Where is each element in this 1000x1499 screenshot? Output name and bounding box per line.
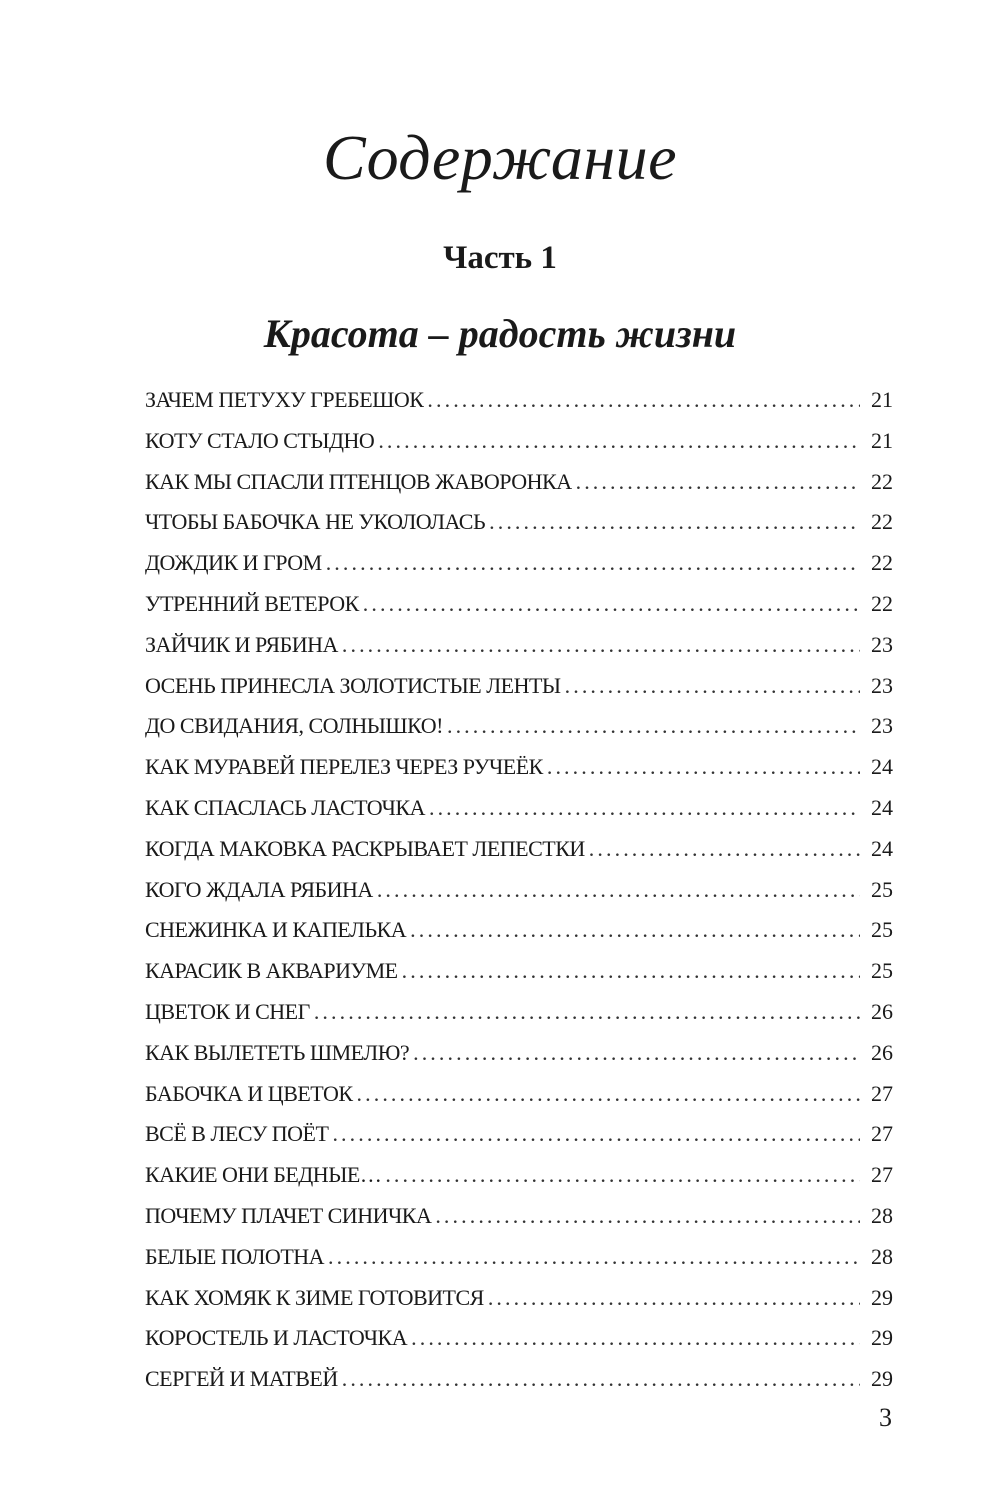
toc-entry [145, 543, 893, 584]
dot-leader [411, 1318, 860, 1359]
toc-entry [145, 1074, 893, 1115]
toc-entry-title: КОРОСТЕЛЬ И ЛАСТОЧКА [145, 1325, 408, 1351]
toc-entry-title: КОГО ЖДАЛА РЯБИНА [145, 876, 373, 902]
toc-entry-page: 29 [871, 1325, 893, 1351]
toc-entry-page: 25 [871, 958, 893, 984]
dot-leader [488, 1278, 860, 1319]
dot-leader [429, 788, 860, 829]
toc-entry-page: 29 [871, 1284, 893, 1310]
part-heading: Часть 1 [443, 240, 557, 276]
toc-entry [145, 951, 893, 992]
dot-leader [314, 992, 860, 1033]
dot-leader [378, 421, 860, 462]
toc-entry-page: 22 [871, 550, 893, 576]
toc-entry-title: БЕЛЫЕ ПОЛОТНА [145, 1243, 325, 1269]
toc-entry [145, 870, 893, 911]
dot-leader [489, 502, 860, 543]
part-subtitle: Красота – радость жизни [263, 311, 737, 356]
toc-entry-title: КАК ХОМЯК К ЗИМЕ ГОТОВИТСЯ [145, 1284, 484, 1310]
toc-entry-title: ПОЧЕМУ ПЛАЧЕТ СИНИЧКА [145, 1202, 432, 1228]
toc-entry [145, 706, 893, 747]
toc-entry-page: 23 [871, 631, 893, 657]
toc-entry [145, 992, 893, 1033]
toc-entry [145, 584, 893, 625]
toc-entry-page: 27 [871, 1162, 893, 1188]
toc-entry-title: УТРЕННИЙ ВЕТЕРОК [145, 590, 359, 616]
toc-entry-title: КОГДА МАКОВКА РАСКРЫВАЕТ ЛЕПЕСТКИ [145, 835, 585, 861]
toc-entry [145, 1196, 893, 1237]
toc-entry [145, 462, 893, 503]
dot-leader [413, 1033, 860, 1074]
dot-leader [342, 1359, 860, 1400]
dot-leader [576, 462, 860, 503]
toc-entry [145, 1155, 893, 1196]
toc-entry-title: КАК ВЫЛЕТЕТЬ ШМЕЛЮ? [145, 1039, 410, 1065]
dot-leader [427, 380, 860, 421]
toc-entry-title: КАК МЫ СПАСЛИ ПТЕНЦОВ ЖАВОРОНКА [145, 468, 572, 494]
toc-entry-page: 27 [871, 1080, 893, 1106]
toc-entry [145, 502, 893, 543]
toc-entry-page: 23 [871, 713, 893, 739]
toc-entry [145, 421, 893, 462]
toc-entry-title: ЗАЧЕМ ПЕТУХУ ГРЕБЕШОК [145, 387, 424, 412]
toc-entry-page: 21 [871, 387, 893, 412]
toc-entry [145, 829, 893, 870]
toc-entry-title: ЦВЕТОК И СНЕГ [145, 998, 310, 1024]
toc-entry-page: 24 [871, 835, 893, 861]
dot-leader [357, 1074, 860, 1115]
toc-entry-title: ВСЁ В ЛЕСУ ПОЁТ [145, 1121, 329, 1147]
toc-entry-page: 27 [871, 1121, 893, 1147]
toc-entry-title: БАБОЧКА И ЦВЕТОК [145, 1080, 353, 1106]
toc-entry-page: 29 [871, 1366, 893, 1392]
toc-entry [145, 1114, 893, 1155]
toc-entry-title: КАК МУРАВЕЙ ПЕРЕЛЕЗ ЧЕРЕЗ РУЧЕЁК [145, 754, 543, 780]
toc-entry [145, 747, 893, 788]
toc-entry-title: КАКИЕ ОНИ БЕДНЫЕ… [145, 1162, 382, 1188]
toc-entry [145, 380, 893, 421]
dot-leader [363, 584, 860, 625]
dot-leader [547, 747, 860, 788]
dot-leader [377, 870, 860, 911]
dot-leader [342, 625, 860, 666]
toc-entry [145, 788, 893, 829]
toc-entry-title: ЗАЙЧИК И РЯБИНА [145, 631, 338, 657]
toc-entry-title: ДОЖДИК И ГРОМ [145, 550, 322, 576]
dot-leader [565, 666, 860, 707]
toc-entry-page: 22 [871, 468, 893, 494]
dot-leader [385, 1155, 860, 1196]
dot-leader [402, 951, 860, 992]
toc-entry-page: 21 [871, 427, 893, 453]
toc-entry [145, 1318, 893, 1359]
toc-entry-page: 24 [871, 754, 893, 780]
dot-leader [435, 1196, 860, 1237]
toc-entry-title: ДО СВИДАНИЯ, СОЛНЫШКО! [145, 713, 443, 739]
dot-leader [447, 706, 860, 747]
toc-entry-page: 25 [871, 917, 893, 943]
toc-entry-title: ЧТОБЫ БАБОЧКА НЕ УКОЛОЛАСЬ [145, 509, 486, 535]
dot-leader [410, 910, 860, 951]
toc-entry-page: 28 [871, 1243, 893, 1269]
table-of-contents [145, 380, 893, 1400]
toc-entry-page: 23 [871, 672, 893, 698]
page-number: 3 [879, 1403, 892, 1432]
toc-entry-page: 26 [871, 1039, 893, 1065]
toc-entry-title: ОСЕНЬ ПРИНЕСЛА ЗОЛОТИСТЫЕ ЛЕНТЫ [145, 672, 561, 698]
toc-entry-title: КОТУ СТАЛО СТЫДНО [145, 427, 375, 453]
toc-entry-page: 22 [871, 509, 893, 535]
toc-entry [145, 1237, 893, 1278]
toc-entry-page: 28 [871, 1202, 893, 1228]
toc-entry [145, 666, 893, 707]
dot-leader [326, 543, 860, 584]
toc-entry [145, 1033, 893, 1074]
contents-title: Содержание [322, 122, 678, 193]
toc-entry-page: 26 [871, 998, 893, 1024]
dot-leader [332, 1114, 860, 1155]
toc-entry [145, 1359, 893, 1400]
toc-entry-title: КАРАСИК В АКВАРИУМЕ [145, 958, 398, 984]
toc-entry [145, 625, 893, 666]
toc-entry-page: 24 [871, 794, 893, 820]
toc-entry-title: СЕРГЕЙ И МАТВЕЙ [145, 1366, 338, 1392]
dot-leader [328, 1237, 860, 1278]
toc-entry [145, 910, 893, 951]
toc-entry [145, 1278, 893, 1319]
toc-entry-title: КАК СПАСЛАСЬ ЛАСТОЧКА [145, 794, 425, 820]
toc-entry-title: СНЕЖИНКА И КАПЕЛЬКА [145, 917, 407, 943]
toc-entry-page: 22 [871, 590, 893, 616]
toc-entry-page: 25 [871, 876, 893, 902]
dot-leader [589, 829, 860, 870]
